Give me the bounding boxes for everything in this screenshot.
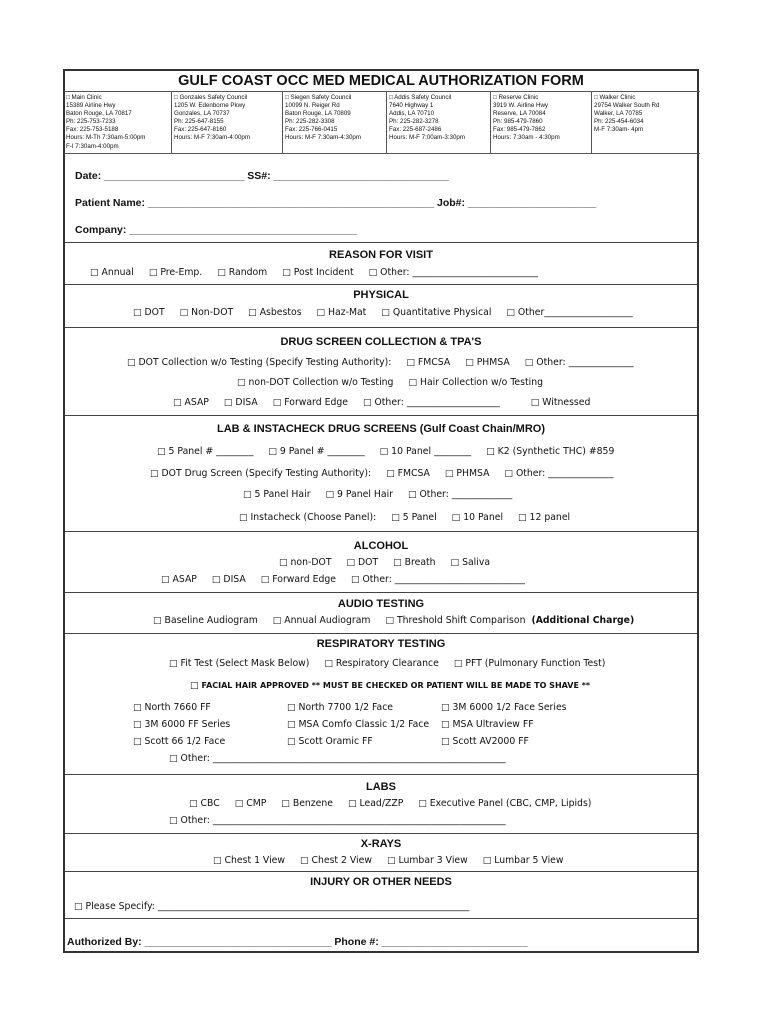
lab-row-3	[243, 489, 524, 500]
audio-heading: AUDIO TESTING	[337, 598, 425, 610]
lab-10panel-checkbox[interactable]: □ 10 Panel ________	[380, 446, 472, 457]
alcohol-nondot-checkbox[interactable]: □ non-DOT	[279, 557, 332, 568]
drug-heading: DRUG SCREEN COLLECTION & TPA'S	[280, 336, 482, 348]
clinic-line: 1205 W. Edenborne Pkwy	[174, 102, 246, 110]
clinic-line: Fax: 985-479-7862	[493, 126, 546, 134]
divider	[65, 633, 697, 634]
drug-forward-edge-checkbox[interactable]: □ Forward Edge	[273, 397, 348, 408]
mask-3m-6000-half-checkbox[interactable]: □ 3M 6000 1/2 Face Series	[441, 702, 567, 713]
clinic-line: 7640 Highway 1	[389, 102, 434, 110]
mask-row-2	[133, 719, 613, 730]
lab-5panel-checkbox[interactable]: □ 5 Panel # ________	[157, 446, 253, 457]
reason-other-checkbox[interactable]: □ Other: ___________________________	[369, 267, 538, 278]
divider	[65, 531, 697, 532]
clinic-line: Fax: 225-647-8160	[174, 126, 227, 134]
clinic-line: Hours: M-F 7:30am-4:30pm	[285, 134, 361, 142]
xrays-heading: X-RAYS	[360, 838, 402, 850]
clinic-line: Ph: 225-454-6034	[594, 118, 644, 126]
date-ss-field[interactable]: Date: ________________________ SS#: ______________________________	[75, 170, 449, 182]
mask-row-1	[133, 702, 613, 713]
lab-instacheck-12panel-checkbox[interactable]: □ 12 panel	[518, 512, 570, 523]
clinic-line: Addis, LA 70710	[389, 110, 435, 118]
clinic-name: □ Addis Safety Council	[389, 94, 452, 101]
drug-row-2	[237, 377, 555, 388]
alcohol-row-2	[161, 574, 537, 585]
divider	[65, 871, 697, 872]
injury-heading: INJURY OR OTHER NEEDS	[310, 876, 452, 888]
clinic-main[interactable]	[64, 92, 172, 153]
clinic-line: Ph: 225-647-8155	[174, 118, 224, 126]
divider	[65, 774, 697, 775]
reason-preemp-checkbox[interactable]: □ Pre-Emp.	[149, 267, 202, 278]
patient-job-field[interactable]: Patient Name: _________________________________________________ Job#: ______________________	[75, 197, 597, 209]
divider	[65, 415, 697, 416]
mask-scott-66-checkbox[interactable]: □ Scott 66 1/2 Face	[133, 736, 275, 747]
clinic-addis[interactable]	[387, 92, 491, 153]
divider	[65, 592, 697, 593]
reason-random-checkbox[interactable]: □ Random	[217, 267, 267, 278]
reason-heading: REASON FOR VISIT	[329, 249, 433, 261]
clinic-name: □ Reserve Clinic	[493, 94, 539, 101]
resp-clearance-checkbox[interactable]: □ Respiratory Clearance	[324, 658, 438, 669]
drug-phmsa-checkbox[interactable]: □ PHMSA	[465, 357, 510, 368]
mask-north-7660-checkbox[interactable]: □ North 7660 FF	[133, 702, 275, 713]
alcohol-saliva-checkbox[interactable]: □ Saliva	[451, 557, 490, 568]
alcohol-row-1	[279, 557, 502, 568]
xray-lumbar-5-checkbox[interactable]: □ Lumbar 5 View	[483, 855, 564, 866]
lab-instacheck-10panel-checkbox[interactable]: □ 10 Panel	[452, 512, 503, 523]
divider	[65, 918, 697, 919]
respiratory-heading: RESPIRATORY TESTING	[316, 638, 446, 650]
reason-options	[90, 267, 550, 278]
lab-instacheck-5panel-checkbox[interactable]: □ 5 Panel	[391, 512, 436, 523]
lab-row-4	[239, 512, 582, 523]
clinic-line: Hours: M-Th 7:30am-5:00pm	[66, 134, 146, 142]
drug-nondot-collection-checkbox[interactable]: □ non-DOT Collection w/o Testing	[237, 377, 393, 388]
labs-cbc-checkbox[interactable]: □ CBC	[189, 798, 220, 809]
alcohol-asap-checkbox[interactable]: □ ASAP	[161, 574, 197, 585]
labs-heading: LABS	[366, 781, 396, 793]
lab-row-2	[150, 468, 625, 479]
authorized-phone-field[interactable]: Authorized By: ________________________________ Phone #: _________________________	[67, 936, 528, 948]
clinic-line: Hours: M-F 7:00am-3:30pm	[389, 134, 465, 142]
clinic-name: □ Walker Clinic	[594, 94, 636, 101]
clinic-line: Hours: 7:30am - 4:30pm	[493, 134, 560, 142]
lab-heading: LAB & INSTACHECK DRUG SCREENS (Gulf Coast Chain/MRO)	[217, 423, 545, 435]
labs-benzene-checkbox[interactable]: □ Benzene	[281, 798, 333, 809]
drug-row-3	[173, 397, 602, 408]
form-title: GULF COAST OCC MED MEDICAL AUTHORIZATION FORM	[178, 73, 584, 89]
clinic-line: 29754 Walker South Rd	[594, 102, 660, 110]
alcohol-forward-edge-checkbox[interactable]: □ Forward Edge	[261, 574, 336, 585]
reason-annual-checkbox[interactable]: □ Annual	[90, 267, 134, 278]
mask-scott-av2000-checkbox[interactable]: □ Scott AV2000 FF	[441, 736, 529, 747]
lab-dot-drug-screen-checkbox[interactable]: □ DOT Drug Screen (Specify Testing Authority):	[150, 468, 371, 479]
facial-hair-approved-checkbox[interactable]: □ FACIAL HAIR APPROVED ** MUST BE CHECKED OR PATIENT WILL BE MADE TO SHAVE **	[190, 681, 590, 690]
physical-nondot-checkbox[interactable]: □ Non-DOT	[180, 307, 234, 318]
drug-disa-checkbox[interactable]: □ DISA	[224, 397, 258, 408]
mask-msa-ultraview-checkbox[interactable]: □ MSA Ultraview FF	[441, 719, 534, 730]
labs-cmp-checkbox[interactable]: □ CMP	[235, 798, 267, 809]
lab-phmsa-checkbox[interactable]: □ PHMSA	[445, 468, 490, 479]
clinic-line: Ph: 225-282-3308	[285, 118, 335, 126]
physical-hazmat-checkbox[interactable]: □ Haz-Mat	[317, 307, 367, 318]
xrays-options	[213, 855, 576, 866]
lab-fmcsa-checkbox[interactable]: □ FMCSA	[386, 468, 430, 479]
resp-pft-checkbox[interactable]: □ PFT (Pulmonary Function Test)	[454, 658, 606, 669]
authorization-form	[63, 69, 699, 953]
injury-specify-row	[74, 901, 481, 912]
drug-dot-collection-checkbox[interactable]: □ DOT Collection w/o Testing (Specify Testing Authority):	[127, 357, 391, 368]
lab-9panel-checkbox[interactable]: □ 9 Panel # ________	[268, 446, 364, 457]
resp-fit-test-checkbox[interactable]: □ Fit Test (Select Mask Below)	[169, 658, 309, 669]
clinic-line: Fax: 225-766-0415	[285, 126, 338, 134]
clinic-line: Fax: 225-687-2486	[389, 126, 442, 134]
xray-chest-2-checkbox[interactable]: □ Chest 2 View	[300, 855, 372, 866]
clinic-line: Hours: M-F 7:30am-4:00pm	[174, 134, 250, 142]
alcohol-other-checkbox[interactable]: □ Other: ____________________________	[351, 574, 525, 585]
mask-msa-comfo-checkbox[interactable]: □ MSA Comfo Classic 1/2 Face	[287, 719, 429, 730]
resp-other-checkbox[interactable]: □ Other: _______________________________________________________________	[169, 753, 506, 764]
alcohol-disa-checkbox[interactable]: □ DISA	[212, 574, 246, 585]
injury-specify-checkbox[interactable]: □ Please Specify: ___________________________________________________________________	[74, 901, 469, 912]
clinic-line: F-I 7:30am-4:00pm	[66, 142, 119, 150]
clinic-line: Fax: 225-753-5188	[66, 126, 119, 134]
clinic-list	[64, 91, 700, 154]
labs-executive-panel-checkbox[interactable]: □ Executive Panel (CBC, CMP, Lipids)	[418, 798, 591, 809]
lab-row-1	[157, 446, 626, 457]
physical-heading: PHYSICAL	[353, 289, 409, 301]
divider	[65, 284, 697, 285]
audio-threshold-checkbox[interactable]: □ Threshold Shift Comparison	[385, 615, 525, 626]
clinic-walker[interactable]	[592, 92, 700, 153]
mask-3m-6000-ff-checkbox[interactable]: □ 3M 6000 FF Series	[133, 719, 275, 730]
company-field[interactable]: Company: _______________________________________	[75, 224, 357, 236]
clinic-line: Ph: 985-479-7860	[493, 118, 543, 126]
labs-options	[189, 798, 603, 809]
audio-annual-checkbox[interactable]: □ Annual Audiogram	[273, 615, 371, 626]
drug-tpa-other-checkbox[interactable]: □ Other: ____________________	[363, 397, 500, 408]
drug-fmcsa-checkbox[interactable]: □ FMCSA	[406, 357, 450, 368]
drug-asap-checkbox[interactable]: □ ASAP	[173, 397, 209, 408]
lab-instacheck-checkbox[interactable]: □ Instacheck (Choose Panel):	[239, 512, 376, 523]
clinic-name: □ Main Clinic	[66, 94, 102, 101]
lab-other-checkbox[interactable]: □ Other: ______________	[504, 468, 613, 479]
mask-row-3	[133, 736, 613, 747]
alcohol-heading: ALCOHOL	[353, 540, 409, 552]
clinic-line: Walker, LA 70785	[594, 110, 643, 118]
mask-north-7700-checkbox[interactable]: □ North 7700 1/2 Face	[287, 702, 429, 713]
clinic-line: Baton Rouge, LA 70809	[285, 110, 351, 118]
physical-asbestos-checkbox[interactable]: □ Asbestos	[248, 307, 301, 318]
alcohol-breath-checkbox[interactable]: □ Breath	[393, 557, 435, 568]
audio-baseline-checkbox[interactable]: □ Baseline Audiogram	[153, 615, 258, 626]
clinic-line: Ph: 225-282-3278	[389, 118, 439, 126]
clinic-line: 15389 Airline Hwy	[66, 102, 116, 110]
lab-hair-other-checkbox[interactable]: □ Other: _____________	[408, 489, 512, 500]
audio-options	[153, 615, 634, 626]
mask-scott-oramic-checkbox[interactable]: □ Scott Oramic FF	[287, 736, 429, 747]
respiratory-row-1	[169, 658, 617, 669]
clinic-line: 3919 W. Airline Hwy	[493, 102, 549, 110]
divider	[65, 833, 697, 834]
physical-options	[133, 307, 645, 318]
lab-5panel-hair-checkbox[interactable]: □ 5 Panel Hair	[243, 489, 311, 500]
clinic-line: Ph: 225-753-7233	[66, 118, 116, 126]
audio-additional-charge-note: (Additional Charge)	[531, 615, 635, 626]
labs-lead-zzp-checkbox[interactable]: □ Lead/ZZP	[348, 798, 403, 809]
labs-other-row	[169, 815, 518, 826]
clinic-line: Baton Rouge, LA 70817	[66, 110, 132, 118]
lab-9panel-hair-checkbox[interactable]: □ 9 Panel Hair	[325, 489, 393, 500]
clinic-line: Gonzales, LA 70737	[174, 110, 230, 118]
clinic-line: Reserve, LA 70084	[493, 110, 546, 118]
alcohol-dot-checkbox[interactable]: □ DOT	[346, 557, 378, 568]
xray-lumbar-3-checkbox[interactable]: □ Lumbar 3 View	[387, 855, 468, 866]
drug-row-1	[127, 357, 646, 368]
labs-other-checkbox[interactable]: □ Other: _______________________________________________________________	[169, 815, 506, 826]
physical-dot-checkbox[interactable]: □ DOT	[133, 307, 165, 318]
drug-witnessed-checkbox[interactable]: □ Witnessed	[531, 397, 591, 408]
facial-hair-note	[190, 681, 602, 691]
reason-post-incident-checkbox[interactable]: □ Post Incident	[282, 267, 353, 278]
clinic-name: □ Siegen Safety Council	[285, 94, 352, 101]
clinic-reserve[interactable]	[491, 92, 592, 153]
clinic-gonzales[interactable]	[172, 92, 283, 153]
physical-quantitative-checkbox[interactable]: □ Quantitative Physical	[381, 307, 491, 318]
drug-hair-collection-checkbox[interactable]: □ Hair Collection w/o Testing	[408, 377, 543, 388]
divider	[65, 327, 697, 328]
clinic-line: M-F 7:30am- 4pm	[594, 126, 644, 134]
xray-chest-1-checkbox[interactable]: □ Chest 1 View	[213, 855, 285, 866]
lab-k2-checkbox[interactable]: □ K2 (Synthetic THC) #859	[486, 446, 614, 457]
drug-other-checkbox[interactable]: □ Other: ______________	[525, 357, 634, 368]
physical-other-checkbox[interactable]: □ Other___________________	[506, 307, 632, 318]
clinic-name: □ Gonzales Safety Council	[174, 94, 248, 101]
clinic-line: 10099 N. Reiger Rd	[285, 102, 340, 110]
clinic-siegen[interactable]	[283, 92, 387, 153]
divider	[65, 242, 697, 243]
respiratory-other-row	[169, 753, 518, 764]
